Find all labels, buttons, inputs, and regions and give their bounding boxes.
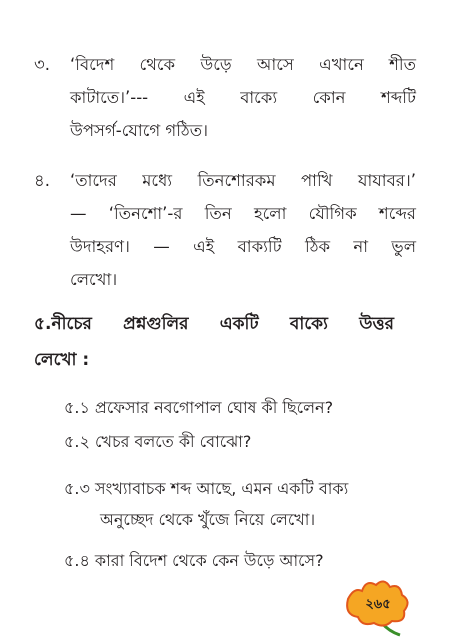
page-number-badge bbox=[340, 577, 414, 637]
question-3-line-2: কাটাতে।’--- এই বাক্যে কোন শব্দটি bbox=[70, 88, 416, 107]
question-4-number: ৪. bbox=[34, 171, 50, 190]
question-3-text bbox=[70, 48, 416, 147]
question-4-line-2: — ‘তিনশো’-র তিন হলো যৌগিক শব্দের bbox=[70, 204, 416, 223]
sub-question-5-1: ৫.১ প্রফেসার নবগোপাল ঘোষ কী ছিলেন? bbox=[64, 398, 334, 417]
sub-question-5-3-continuation: অনুচ্ছেদ থেকে খুঁজে নিয়ে লেখো। bbox=[100, 510, 316, 529]
page-number: ২৬৫ bbox=[365, 597, 391, 612]
question-4-text bbox=[70, 164, 416, 296]
question-3-line-3: উপসর্গ-যোগে গঠিত। bbox=[70, 121, 209, 140]
question-4-line-4: লেখো। bbox=[70, 270, 118, 289]
section-5-heading-line-1: ৫.নীচের প্রশ্নগুলির একটি বাক্যে উত্তর bbox=[34, 314, 394, 334]
question-3-number: ৩. bbox=[34, 55, 50, 74]
section-5-heading-line-2: লেখো : bbox=[34, 350, 90, 370]
question-4-line-1: ‘তাদের মধ্যে তিনশোরকম পাখি যাযাবর।’ bbox=[70, 171, 416, 190]
sub-question-5-3: ৫.৩ সংখ্যাবাচক শব্দ আছে, এমন একটি বাক্য bbox=[64, 479, 349, 498]
sub-question-5-2: ৫.২ খেচর বলতে কী বোঝো? bbox=[64, 432, 252, 451]
section-5-heading bbox=[34, 306, 394, 378]
question-3-line-1: ‘বিদেশ থেকে উড়ে আসে এখানে শীত bbox=[70, 55, 416, 74]
question-4-line-3: উদাহরণ। — এই বাক্যটি ঠিক না ভুল bbox=[70, 237, 416, 256]
sub-question-5-4: ৫.৪ কারা বিদেশ থেকে কেন উড়ে আসে? bbox=[64, 551, 324, 570]
